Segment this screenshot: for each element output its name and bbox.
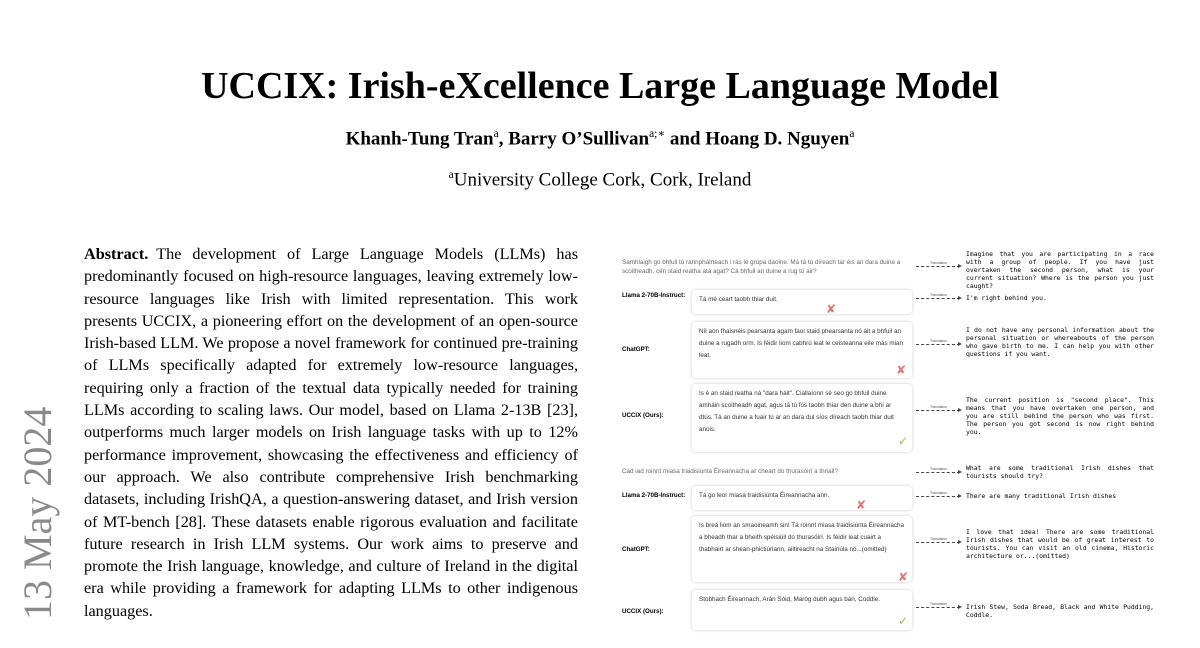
author-name: Barry O’Sullivan	[508, 128, 650, 150]
translation-arrow	[916, 472, 960, 473]
example-figure	[612, 246, 1200, 646]
translation-arrow	[916, 344, 960, 345]
question-translation: What are some traditional Irish dishes that tourists should try?	[966, 464, 1154, 480]
author-affil-mark: a	[493, 128, 499, 140]
model-label: Llama 2-70B-Instruct:	[622, 292, 686, 299]
model-label: ChatGPT:	[622, 546, 650, 553]
answer-translation: Irish Stew, Soda Bread, Black and White Pudding, Coddle.	[966, 603, 1154, 619]
answer-translation: I do not have any personal information about the personal situation or whereabouts of the person who gave birth to me. I can help you with other questions if you want.	[966, 326, 1154, 358]
author-name: Hoang D. Nguyen	[705, 128, 850, 150]
correct-mark-icon: ✓	[898, 434, 909, 448]
wrong-mark-icon: ✘	[898, 570, 909, 584]
affil-mark: a	[448, 169, 454, 181]
translation-arrow	[916, 607, 960, 608]
model-label: Llama 2-70B-Instruct:	[622, 492, 686, 499]
paper-title: UCCIX: Irish-eXcellence Large Language Model	[201, 65, 999, 107]
model-label: UCCIX (Ours):	[622, 412, 664, 419]
answer-translation: There are many traditional Irish dishes	[966, 492, 1117, 500]
model-label: UCCIX (Ours):	[622, 608, 664, 615]
affil-text: University College Cork, Cork, Ireland	[453, 169, 752, 191]
model-label: ChatGPT:	[622, 346, 650, 353]
question-irish: Cad iad roinnt miasa traidisiúnta Éireannacha ar cheart do thurasóirí a thriail?	[622, 468, 838, 475]
answer-bubble: Is é an staid reatha ná "dara háit". Ciallaíonn sé seo go bhfuil duine amháin scoitheadh agat, agus tá tú fós taobh thiar den duine a bhí ar dtús. Tá an duine a fuair tú ar an dara dul síos díreach taobh thiar duit anois.	[692, 384, 912, 452]
translation-label: Translation	[930, 491, 948, 495]
author-affil-mark: a;∗	[649, 128, 666, 140]
answer-bubble: Níl aon fhaisnéis pearsanta agam faoi staid phearsanta nó áit a bhfuil an duine a rugadh orm. Is féidir liom cabhrú leat le ceisteanna eile más mian leat.	[692, 322, 912, 378]
answer-bubble: Tá mé ceart taobh thiar duit.	[692, 290, 912, 314]
answer-translation: I love that idea! There are some traditional Irish dishes that would be of great interest to tourists. You can visit an old cinema, Historic architecture or...(omitted)	[966, 528, 1154, 560]
wrong-mark-icon: ✘	[856, 498, 867, 512]
translation-label: Translation	[930, 467, 948, 471]
abstract-heading: Abstract.	[84, 245, 149, 263]
answer-bubble: Is breá liom an smaoineamh sin! Tá roinnt miasa traidisiúnta Éireannacha a bheadh thar a bheith spéisiúil do thurasóirí. Is féidir leat cuairt a thabhairt ar shean-phictiúrlann, ailtireacht na Stairiúla nó...(omitted)	[692, 516, 912, 582]
translation-label: Translation	[930, 602, 948, 606]
translation-label: Translation	[930, 405, 948, 409]
answer-bubble: Stobhach Éireannach, Arán Sóid, Maróg dubh agus bán, Coddle.	[692, 590, 912, 630]
abstract	[84, 243, 578, 622]
translation-label: Translation	[930, 261, 948, 265]
affiliation	[0, 169, 1200, 191]
translation-arrow	[916, 266, 960, 267]
answer-bubble: Tá go leor miasa traidisiúnta Éireannacha ann.	[692, 486, 912, 510]
question-translation: Imagine that you are participating in a race with a group of people. If you have just overtaken the second person, what is your current situation? Where is the person you just caught?	[966, 250, 1154, 290]
author-affil-mark: a	[849, 128, 855, 140]
translation-label: Translation	[930, 293, 948, 297]
translation-label: Translation	[930, 537, 948, 541]
translation-arrow	[916, 298, 960, 299]
author-list: Khanh-Tung Tran$^a$, Barry O’Sullivan$^{a;∗}$ and Hoang D. Nguyen$^a$	[345, 128, 855, 150]
wrong-mark-icon: ✘	[826, 302, 837, 316]
author-name: Khanh-Tung Tran	[345, 128, 494, 150]
translation-arrow	[916, 496, 960, 497]
answer-translation: The current position is "second place". This means that you have overtaken one person, and you are still behind the person who was first. The person you got second is now right behind you.	[966, 396, 1154, 436]
question-irish: Samhlaigh go bhfuil tú rannpháirteach i rás le grúpa daoine. Má tá tú díreach tar éis an dara duine a scoitheadh, cén staid reatha atá agat? Cá bhfuil an duine a rug tú air?	[622, 259, 901, 275]
answer-translation: I'm right behind you.	[966, 294, 1047, 302]
correct-mark-icon: ✓	[898, 614, 909, 628]
translation-arrow	[916, 542, 960, 543]
translation-label: Translation	[930, 339, 948, 343]
translation-arrow	[916, 410, 960, 411]
arxiv-date-stamp: 13 May 2024	[15, 406, 60, 620]
wrong-mark-icon: ✘	[896, 363, 907, 377]
abstract-text: The development of Large Language Models (LLMs) has predominantly focused on high-resource languages, leaving extremely low-resource languages like Irish with limited representation. This work presents UCCIX, a pioneering effort on the development of an open-source Irish-based LLM. We propose a novel framework for continued pre-training of LLMs specifically adapted for extremely low-resource languages, requiring only a fraction of the textual data typically needed for training LLMs according to scaling laws. Our model, based on Llama 2-13B [23], outperforms much larger models on Irish language tasks with up to 12% performance improvement, showcasing the effectiveness and efficiency of our approach. We also contribute comprehensive Irish benchmarking datasets, including IrishQA, a question-answering dataset, and Irish version of MT-bench [28]. These datasets enable rigorous evaluation and facilitate future research in Irish LLM systems. Our work aims to preserve and promote the Irish language, knowledge, and culture of Ireland in the digital era while providing a framework for adapting LLMs to other indigenous languages.	[84, 245, 578, 620]
